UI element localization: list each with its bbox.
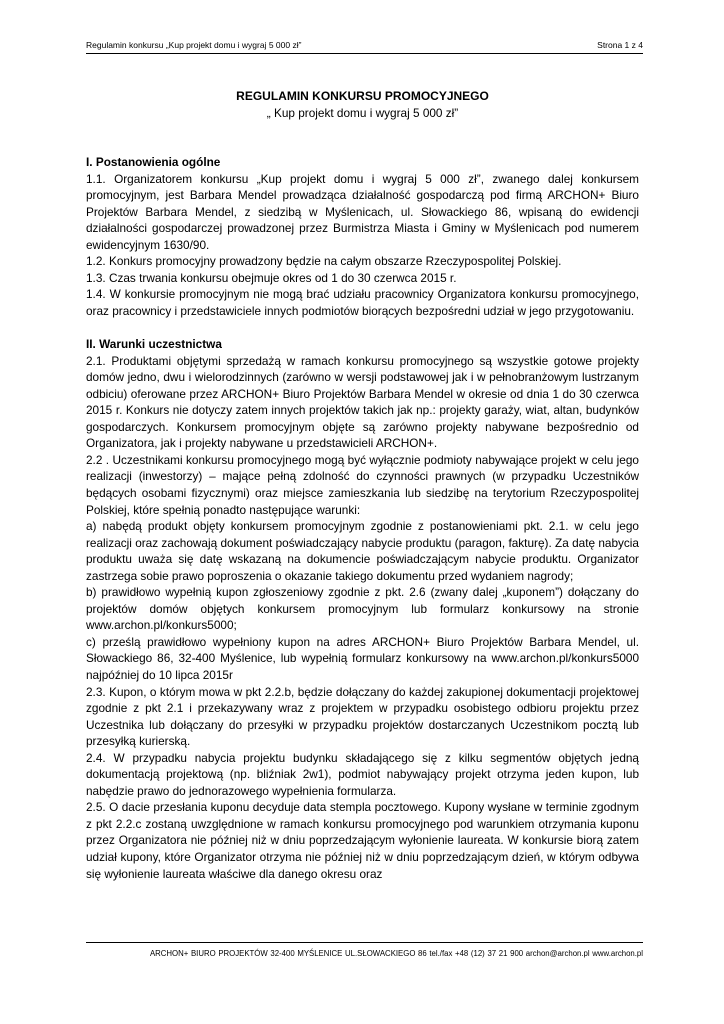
paragraph-1-2: 1.2. Konkurs promocyjny prowadzony będzie na całym obszarze Rzeczypospolitej Polskiej. <box>86 254 562 269</box>
document-title: REGULAMIN KONKURSU PROMOCYJNEGO <box>236 89 489 103</box>
section-general-provisions <box>86 154 639 319</box>
document-body <box>86 88 639 882</box>
header-page-number: Strona 1 z 4 <box>597 40 643 50</box>
page-header <box>86 40 643 50</box>
section-heading: II. Warunki uczestnictwa <box>86 337 222 352</box>
header-document-title: Regulamin konkursu „Kup projekt domu i wygraj 5 000 zł” <box>86 40 302 50</box>
section-participation-conditions <box>86 336 639 882</box>
paragraph-1-1: 1.1. Organizatorem konkursu „Kup projekt domu i wygraj 5 000 zł”, zwanego dalej konkursem promocyjnym, jest Barbara Mendel prowadząca działalność gospodarczą pod firmą ARCHON+ Biuro Projektów Barbara Mendel, z siedzibą w Myślenicach, ul. Słowackiego 86, wpisaną do ewidencji działalności gospodarczej prowadzonej przez Burmistrza Miasta i Gminy w Myślenicach pod numerem ewidencyjnym 1630/90. <box>86 171 639 252</box>
paragraph-2-2-c: c) prześlą prawidłowo wypełniony kupon na adres ARCHON+ Biuro Projektów Barbara Mendel, ul. Słowackiego 86, 32-400 Myślenice, lub wypełnią formularz konkursowy na www.archon.pl/konkurs5000 najpóźniej do 10 lipca 2015r <box>86 634 639 682</box>
paragraph-2-2: 2.2 . Uczestnikami konkursu promocyjnego mogą być wyłącznie podmioty nabywające projekt w celu jego realizacji (inwestorzy) – mające pełną zdolność do czynności prawnych (w przypadku Uczestników będących osobami fizycznymi) oraz miejsce zamieszkania lub siedzibę na terytorium Rzeczypospolitej Polskiej, które spełnią ponadto następujące warunki: <box>86 452 639 517</box>
page-footer: ARCHON+ BIURO PROJEKTÓW 32-400 MYŚLENICE UL.SŁOWACKIEGO 86 tel./fax +48 (12) 37 21 900 archon@archon.pl www.archon.pl <box>149 949 643 958</box>
paragraph-2-2-b: b) prawidłowo wypełnią kupon zgłoszeniowy zgodnie z pkt. 2.6 (zwany dalej „kuponem”) dołączany do projektów domów objętych konkursem promocyjnym lub formularz konkursowy na stronie www.archon.pl/konkurs5000; <box>86 585 639 633</box>
paragraph-2-3: 2.3. Kupon, o którym mowa w pkt 2.2.b, będzie dołączany do każdej zakupionej dokumentacji projektowej zgodnie z pkt 2.1 i przekazywany wraz z projektem w przypadku osobistego odbioru projektu przez Uczestnika lub dołączany do przesyłki w przypadku projektów dostarczanych Uczestnikom pocztą lub przesyłką kurierską. <box>86 684 639 749</box>
paragraph-1-3: 1.3. Czas trwania konkursu obejmuje okres od 1 do 30 czerwca 2015 r. <box>86 270 457 285</box>
section-heading: I. Postanowienia ogólne <box>86 155 221 170</box>
document-subtitle: „ Kup projekt domu i wygraj 5 000 zł” <box>266 105 459 120</box>
paragraph-1-4: 1.4. W konkursie promocyjnym nie mogą brać udziału pracownicy Organizatora konkursu promocyjnego, oraz pracownicy i przedstawiciele innych podmiotów biorących bezpośredni udział w jego przygotowaniu. <box>86 287 639 319</box>
paragraph-2-2-a: a) nabędą produkt objęty konkursem promocyjnym zgodnie z postanowieniami pkt. 2.1. w celu jego realizacji oraz zachowają dokument poświadczający nabycie produktu (paragon, fakturę). Za datę nabycia produktu uważa się datę wskazaną na dokumencie poświadczającym nabycie produktu. Organizator zastrzega sobie prawo poproszenia o okazanie takiego dokumentu przed wydaniem nagrody; <box>86 519 639 583</box>
header-divider <box>86 53 643 54</box>
paragraph-2-4: 2.4. W przypadku nabycia projektu budynku składającego się z kilku segmentów objętych jedną dokumentacją projektową (np. bliźniak 2w1), podmiot nabywający projekt otrzyma jeden kupon, lub nabędzie prawo do jednorazowego wypełnienia formularza. <box>86 750 639 798</box>
paragraph-2-5: 2.5. O dacie przesłania kuponu decyduje data stempla pocztowego. Kupony wysłane w terminie zgodnym z pkt 2.2.c zostaną uwzględnione w ramach konkursu promocyjnego pod warunkiem otrzymania kuponu przez Organizatora nie później niż w dniu poprzedzającym wyłonienie laureata. W konkursie biorą zatem udział kupony, które Organizator otrzyma nie później niż w dniu poprzedzającym dzień, w którym odbywa się wyłonienie laureata właściwe dla danego okresu oraz <box>86 800 639 881</box>
paragraph-2-1: 2.1. Produktami objętymi sprzedażą w ramach konkursu promocyjnego są wszystkie gotowe projekty domów jedno, dwu i wielorodzinnych (zarówno w wersji podstawowej jak i w pełnobranżowym lustrzanym odbiciu) oferowane przez ARCHON+ Biuro Projektów Barbara Mendel w okresie od dnia 1 do 30 czerwca 2015 r. Konkurs nie dotyczy zatem innych projektów takich jak np.: projekty garaży, wiat, altan, budynków gospodarczych. Konkursem promocyjnym objęte są zarówno projekty nabywane bezpośrednio od Organizatora, jak i projekty nabywane u przedstawicieli ARCHON+. <box>86 353 639 451</box>
footer-divider <box>86 942 643 943</box>
